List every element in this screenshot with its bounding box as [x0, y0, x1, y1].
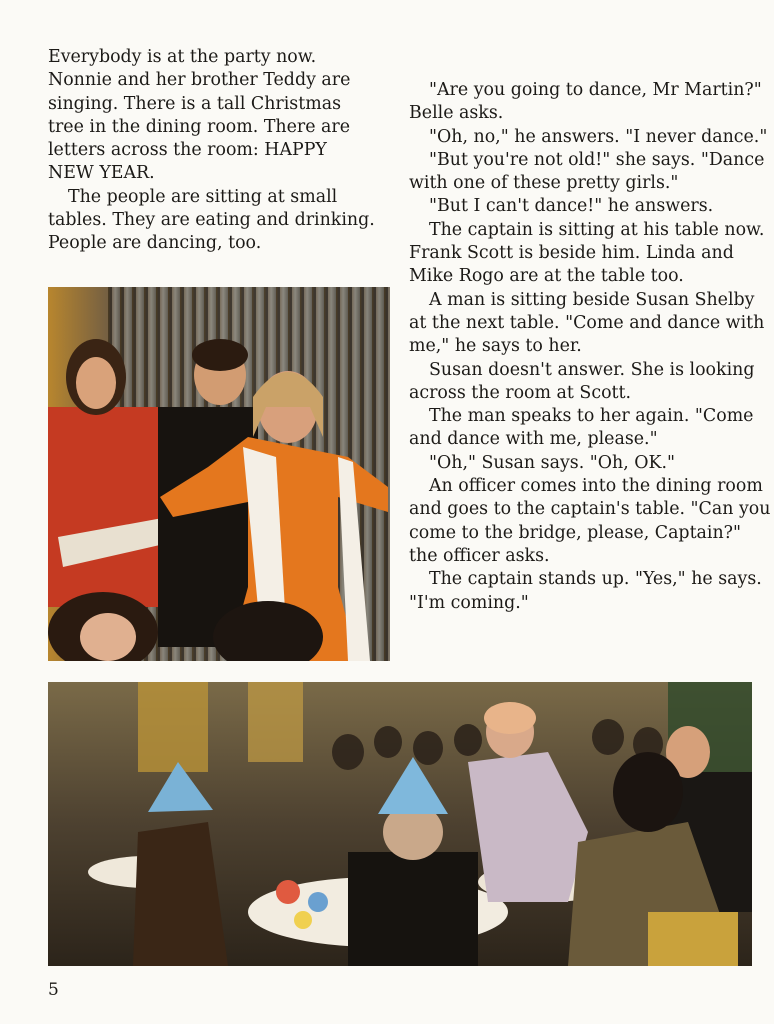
- paragraph: The captain stands up. "Yes," he says. "I'm coming.": [409, 569, 762, 613]
- page-number: 5: [48, 980, 59, 1000]
- left-text-column: [48, 46, 378, 256]
- paragraph: The man speaks to her again. "Come and dance with me, please.": [409, 406, 754, 450]
- paragraph: Everybody is at the party now. Nonnie and her brother Teddy are singing. There is a tall Christmas tree in the dining room. There are letters across the room: HAPPY NEW YEAR.: [48, 47, 351, 184]
- party-photo: [48, 682, 752, 966]
- paragraph: An officer comes into the dining room and goes to the captain's table. "Can you come to the bridge, please, Captain?" the officer asks.: [409, 476, 771, 566]
- paragraph: Susan doesn't answer. She is looking across the room at Scott.: [409, 359, 755, 403]
- singers-photo: [48, 287, 390, 661]
- paragraph: "But I can't dance!" he answers.: [429, 196, 714, 217]
- paragraph: A man is sitting beside Susan Shelby at the next table. "Come and dance with me," he says to her.: [409, 289, 765, 357]
- right-text-column: [409, 79, 771, 615]
- paragraph: "Oh, no," he answers. "I never dance.": [429, 126, 768, 147]
- paragraph: "Oh," Susan says. "Oh, OK.": [429, 452, 676, 473]
- paragraph: The people are sitting at small tables. They are eating and drinking. People are dancing, too.: [48, 186, 375, 254]
- paragraph: The captain is sitting at his table now. Frank Scott is beside him. Linda and Mike Rogo are at the table too.: [409, 219, 765, 287]
- paragraph: "But you're not old!" she says. "Dance with one of these pretty girls.": [409, 149, 765, 194]
- paragraph: "Are you going to dance, Mr Martin?" Belle asks.: [409, 80, 762, 124]
